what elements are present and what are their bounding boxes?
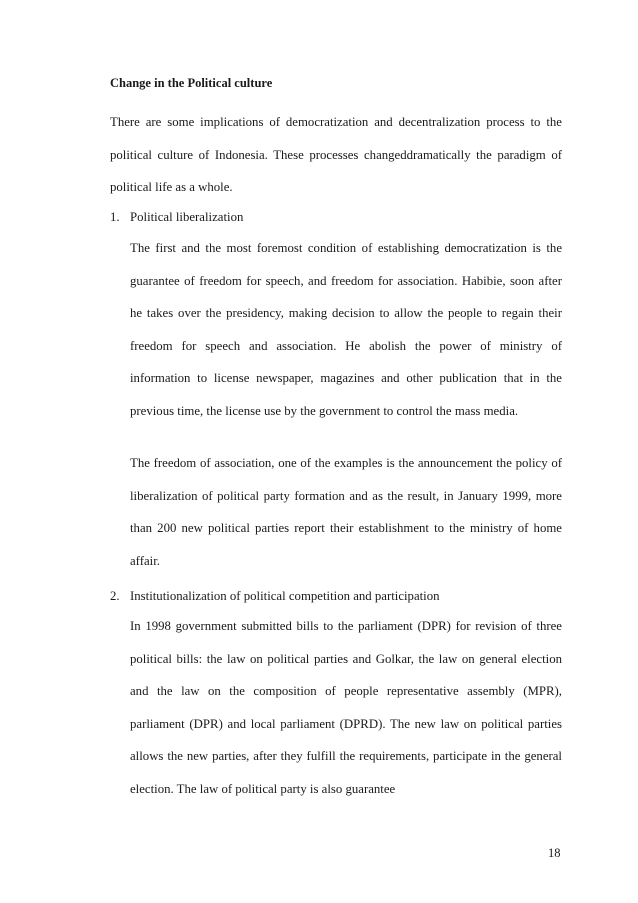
item-2-paragraph-1: In 1998 government submitted bills to the parliament (DPR) for revision of three political bills: the law on political parties and Golkar, the law on general election and the law on the composition of people representative assembly (MPR), parliament (DPR) and local parliament (DPRD). The new law on political parties allows the new parties, after they fulfill the requirements, participate in the general election. The law of political party is also guarantee [130, 619, 562, 796]
item-2-title: Institutionalization of political competition and participation [130, 589, 440, 603]
item-1-paragraph-1: The first and the most foremost condition of establishing democratization is the guarantee of freedom for speech, and freedom for association. Habibie, soon after he takes over the presidency, making decision to allow the people to regain their freedom for speech and association. He abolish the power of ministry of information to license newspaper, magazines and other publication that in the previous time, the license use by the government to control the mass media. [130, 241, 562, 418]
item-1-number: 1. [110, 210, 120, 224]
intro-paragraph: There are some implications of democratization and decentralization process to the political culture of Indonesia. These processes changeddramatically the paradigm of political life as a whole. [110, 115, 562, 194]
item-1-title: Political liberalization [130, 210, 244, 224]
section-heading: Change in the Political culture [110, 76, 273, 90]
page-number: 18 [548, 846, 561, 860]
item-2-number: 2. [110, 589, 120, 603]
item-1-paragraph-2: The freedom of association, one of the examples is the announcement the policy of liberalization of political party formation and as the result, in January 1999, more than 200 new political parties report their establishment to the ministry of home affair. [130, 456, 562, 568]
